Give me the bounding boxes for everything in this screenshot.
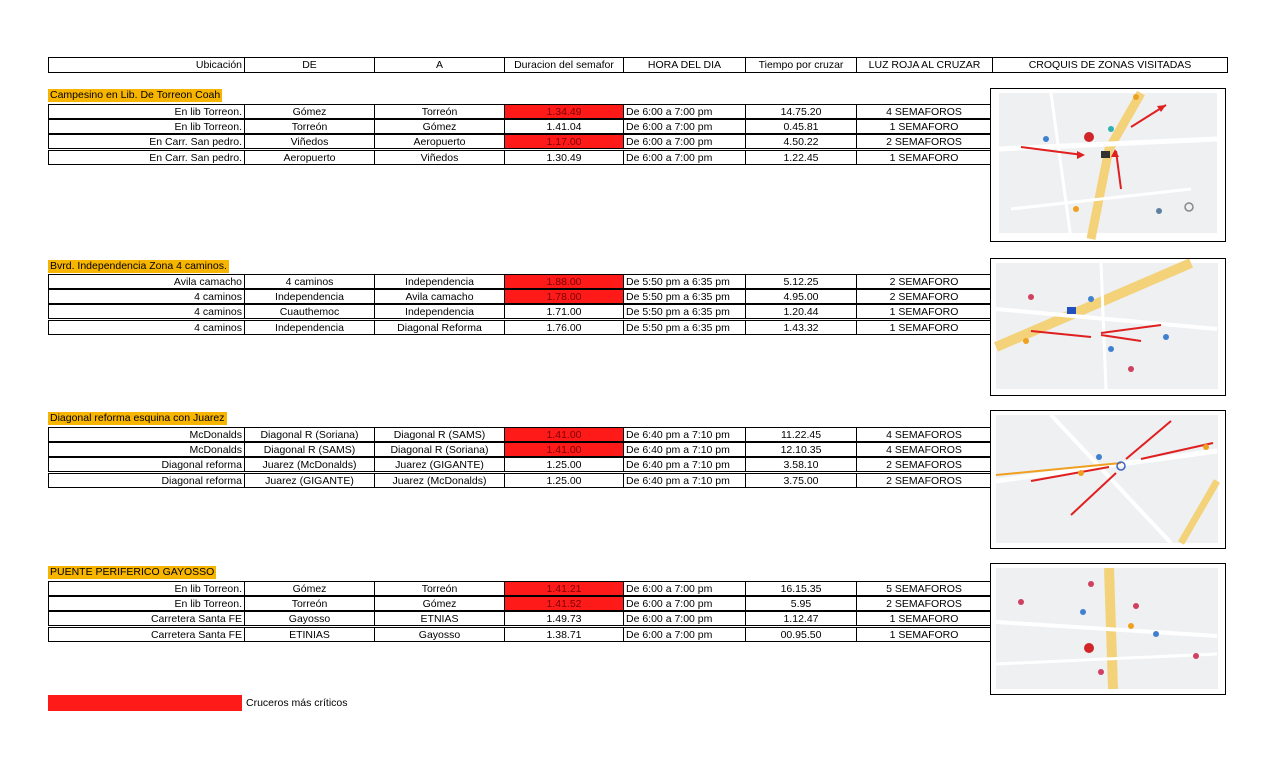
a-cell: Independencia	[374, 274, 504, 289]
hora-cell: De 6:00 a 7:00 pm	[623, 119, 745, 134]
table-row	[48, 119, 992, 134]
duracion-cell: 1.25.00	[504, 457, 623, 472]
hora-cell: De 5:50 pm a 6:35 pm	[623, 274, 745, 289]
ubicacion-cell: 4 caminos	[48, 304, 244, 319]
duracion-cell: 1.38.71	[504, 627, 623, 642]
a-cell: Torreón	[374, 104, 504, 119]
tiempo-cell: 5.12.25	[745, 274, 856, 289]
de-cell: Torreón	[244, 596, 374, 611]
a-cell: ETNIAS	[374, 611, 504, 626]
ubicacion-cell: Carretera Santa FE	[48, 627, 244, 642]
tiempo-cell: 4.50.22	[745, 134, 856, 149]
duracion-cell: 1.30.49	[504, 150, 623, 165]
a-cell: Juarez (GIGANTE)	[374, 457, 504, 472]
ubicacion-cell: En Carr. San pedro.	[48, 134, 244, 149]
luz-cell: 1 SEMAFORO	[856, 304, 992, 319]
hora-cell: De 6:00 a 7:00 pm	[623, 581, 745, 596]
luz-cell: 4 SEMAFOROS	[856, 104, 992, 119]
header-luz: LUZ ROJA AL CRUZAR	[856, 57, 992, 73]
a-cell: Avila camacho	[374, 289, 504, 304]
luz-cell: 1 SEMAFORO	[856, 150, 992, 165]
ubicacion-cell: Carretera Santa FE	[48, 611, 244, 626]
tiempo-cell: 11.22.45	[745, 427, 856, 442]
a-cell: Diagonal R (SAMS)	[374, 427, 504, 442]
hora-cell: De 6:00 a 7:00 pm	[623, 627, 745, 642]
duracion-cell: 1.17.00	[504, 134, 623, 149]
tiempo-cell: 3.75.00	[745, 473, 856, 488]
map-sketch-2	[990, 258, 1226, 396]
a-cell: Diagonal R (Soriana)	[374, 442, 504, 457]
table-row	[48, 627, 992, 642]
tiempo-cell: 16.15.35	[745, 581, 856, 596]
a-cell: Juarez (McDonalds)	[374, 473, 504, 488]
ubicacion-cell: McDonalds	[48, 427, 244, 442]
table-row	[48, 581, 992, 596]
header-a: A	[374, 57, 504, 73]
luz-cell: 2 SEMAFOROS	[856, 134, 992, 149]
hora-cell: De 6:00 a 7:00 pm	[623, 611, 745, 626]
ubicacion-cell: 4 caminos	[48, 289, 244, 304]
table-row	[48, 150, 992, 165]
de-cell: Juarez (GIGANTE)	[244, 473, 374, 488]
de-cell: Diagonal R (Soriana)	[244, 427, 374, 442]
tiempo-cell: 4.95.00	[745, 289, 856, 304]
tiempo-cell: 1.22.45	[745, 150, 856, 165]
header-de: DE	[244, 57, 374, 73]
duracion-cell: 1.41.52	[504, 596, 623, 611]
duracion-cell: 1.49.73	[504, 611, 623, 626]
a-cell: Torreón	[374, 581, 504, 596]
de-cell: Diagonal R (SAMS)	[244, 442, 374, 457]
a-cell: Viñedos	[374, 150, 504, 165]
hora-cell: De 6:40 pm a 7:10 pm	[623, 473, 745, 488]
header-ubicacion: Ubicación	[48, 57, 244, 73]
luz-cell: 1 SEMAFORO	[856, 611, 992, 626]
luz-cell: 2 SEMAFORO	[856, 289, 992, 304]
luz-cell: 1 SEMAFORO	[856, 627, 992, 642]
de-cell: 4 caminos	[244, 274, 374, 289]
hora-cell: De 5:50 pm a 6:35 pm	[623, 320, 745, 335]
duracion-cell: 1.76.00	[504, 320, 623, 335]
hora-cell: De 5:50 pm a 6:35 pm	[623, 289, 745, 304]
de-cell: Cuauthemoc	[244, 304, 374, 319]
de-cell: Independencia	[244, 289, 374, 304]
hora-cell: De 6:00 a 7:00 pm	[623, 596, 745, 611]
ubicacion-cell: 4 caminos	[48, 320, 244, 335]
header-hora: HORA DEL DIA	[623, 57, 745, 73]
tiempo-cell: 5.95	[745, 596, 856, 611]
a-cell: Gómez	[374, 596, 504, 611]
ubicacion-cell: Diagonal reforma	[48, 473, 244, 488]
header-row	[48, 57, 1228, 72]
a-cell: Independencia	[374, 304, 504, 319]
section-title: Bvrd. Independencia Zona 4 caminos.	[50, 260, 227, 272]
table-row	[48, 274, 992, 289]
table-row	[48, 596, 992, 611]
duracion-cell: 1.25.00	[504, 473, 623, 488]
hora-cell: De 6:00 a 7:00 pm	[623, 104, 745, 119]
table-row	[48, 289, 992, 304]
ubicacion-cell: En lib Torreon.	[48, 104, 244, 119]
luz-cell: 4 SEMAFOROS	[856, 442, 992, 457]
duracion-cell: 1.41.21	[504, 581, 623, 596]
a-cell: Aeropuerto	[374, 134, 504, 149]
header-duracion: Duracion del semafor	[504, 57, 623, 73]
duracion-cell: 1.41.04	[504, 119, 623, 134]
duracion-cell: 1.41.00	[504, 427, 623, 442]
hora-cell: De 6:00 a 7:00 pm	[623, 134, 745, 149]
ubicacion-cell: En lib Torreon.	[48, 596, 244, 611]
de-cell: Independencia	[244, 320, 374, 335]
ubicacion-cell: En lib Torreon.	[48, 581, 244, 596]
ubicacion-cell: Diagonal reforma	[48, 457, 244, 472]
header-tiempo: Tiempo por cruzar	[745, 57, 856, 73]
luz-cell: 2 SEMAFOROS	[856, 596, 992, 611]
hora-cell: De 5:50 pm a 6:35 pm	[623, 304, 745, 319]
de-cell: Gómez	[244, 104, 374, 119]
luz-cell: 2 SEMAFOROS	[856, 473, 992, 488]
duracion-cell: 1.88.00	[504, 274, 623, 289]
de-cell: Torreón	[244, 119, 374, 134]
ubicacion-cell: Avila camacho	[48, 274, 244, 289]
luz-cell: 4 SEMAFOROS	[856, 427, 992, 442]
duracion-cell: 1.41.00	[504, 442, 623, 457]
table-row	[48, 427, 992, 442]
hora-cell: De 6:40 pm a 7:10 pm	[623, 442, 745, 457]
table-row	[48, 611, 992, 626]
table-row	[48, 104, 992, 119]
table-row	[48, 473, 992, 488]
de-cell: Aeropuerto	[244, 150, 374, 165]
table-row	[48, 320, 992, 335]
tiempo-cell: 1.20.44	[745, 304, 856, 319]
tiempo-cell: 0.45.81	[745, 119, 856, 134]
section-title: Diagonal reforma esquina con Juarez	[50, 412, 225, 424]
tiempo-cell: 14.75.20	[745, 104, 856, 119]
map-sketch-1	[990, 88, 1226, 242]
legend-swatch	[48, 695, 242, 711]
hora-cell: De 6:40 pm a 7:10 pm	[623, 457, 745, 472]
a-cell: Diagonal Reforma	[374, 320, 504, 335]
tiempo-cell: 3.58.10	[745, 457, 856, 472]
ubicacion-cell: En lib Torreon.	[48, 119, 244, 134]
hora-cell: De 6:40 pm a 7:10 pm	[623, 427, 745, 442]
de-cell: ETINIAS	[244, 627, 374, 642]
luz-cell: 1 SEMAFORO	[856, 119, 992, 134]
de-cell: Gayosso	[244, 611, 374, 626]
duracion-cell: 1.34.49	[504, 104, 623, 119]
table-row	[48, 304, 992, 319]
luz-cell: 1 SEMAFORO	[856, 320, 992, 335]
header-croquis: CROQUIS DE ZONAS VISITADAS	[992, 57, 1228, 73]
luz-cell: 2 SEMAFOROS	[856, 457, 992, 472]
duracion-cell: 1.71.00	[504, 304, 623, 319]
a-cell: Gayosso	[374, 627, 504, 642]
luz-cell: 2 SEMAFORO	[856, 274, 992, 289]
a-cell: Gómez	[374, 119, 504, 134]
duracion-cell: 1.78.00	[504, 289, 623, 304]
map-sketch-4	[990, 563, 1226, 695]
hora-cell: De 6:00 a 7:00 pm	[623, 150, 745, 165]
ubicacion-cell: McDonalds	[48, 442, 244, 457]
table-row	[48, 442, 992, 457]
tiempo-cell: 1.43.32	[745, 320, 856, 335]
tiempo-cell: 1.12.47	[745, 611, 856, 626]
ubicacion-cell: En Carr. San pedro.	[48, 150, 244, 165]
table-row	[48, 134, 992, 149]
table-row	[48, 457, 992, 472]
section-title: Campesino en Lib. De Torreon Coah	[50, 89, 221, 101]
tiempo-cell: 12.10.35	[745, 442, 856, 457]
legend-label: Cruceros más críticos	[246, 697, 348, 709]
map-sketch-3	[990, 410, 1226, 549]
section-title: PUENTE PERIFERICO GAYOSSO	[50, 566, 215, 578]
de-cell: Gómez	[244, 581, 374, 596]
de-cell: Viñedos	[244, 134, 374, 149]
de-cell: Juarez (McDonalds)	[244, 457, 374, 472]
luz-cell: 5 SEMAFOROS	[856, 581, 992, 596]
tiempo-cell: 00.95.50	[745, 627, 856, 642]
